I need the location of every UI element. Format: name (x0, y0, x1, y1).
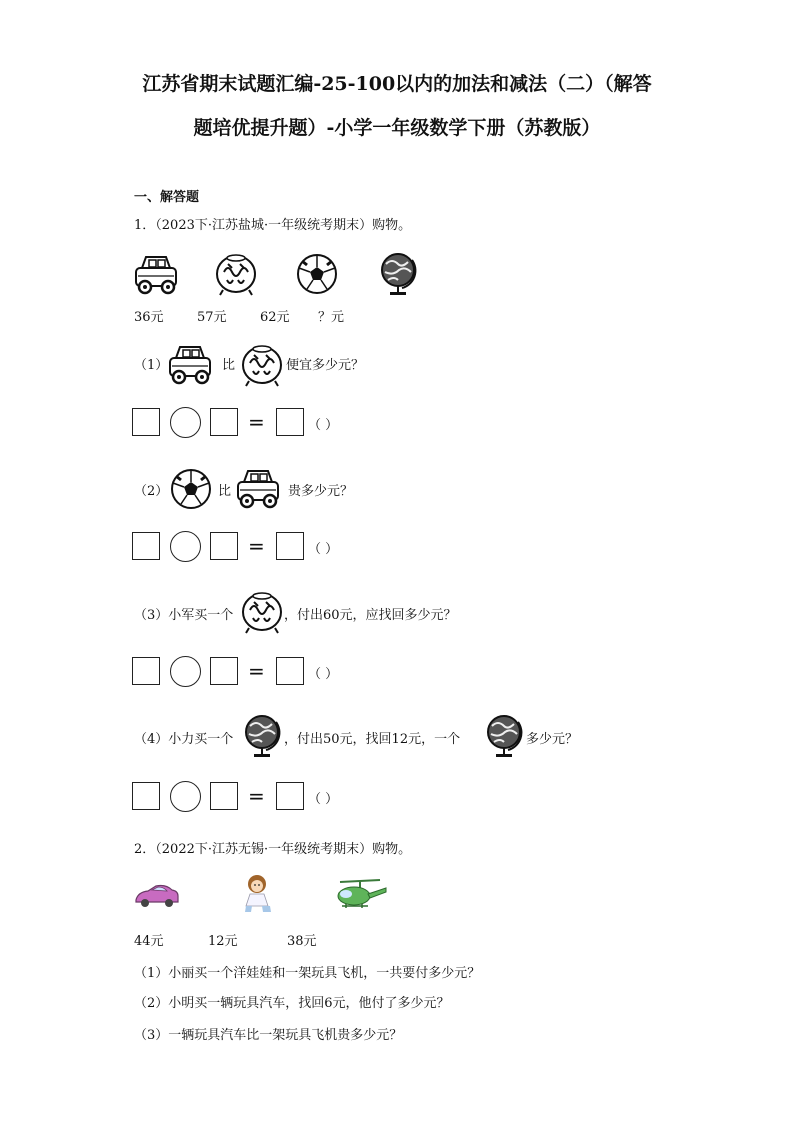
equation-row-3 (132, 657, 372, 687)
result-box[interactable] (276, 532, 304, 560)
answer-box[interactable] (210, 782, 238, 810)
operator-circle[interactable] (170, 531, 201, 562)
unit-blank[interactable]: （ ） (308, 418, 339, 433)
price-fishbowl: 57元 (197, 310, 227, 325)
q1-part-1 (134, 354, 168, 373)
equation-row-2 (132, 532, 372, 562)
q1-part-1-bi: 比 (222, 358, 236, 373)
result-box[interactable] (276, 782, 304, 810)
q1-part-1-tail: 便宜多少元？ (286, 358, 365, 373)
result-box[interactable] (276, 408, 304, 436)
title-line-2: 题培优提升题）-小学一年级数学下册（苏教版） (193, 117, 601, 139)
price-soccer-ball: 62元 (260, 310, 290, 325)
doll-icon (240, 872, 276, 916)
q1-part-2-num: （2） (134, 484, 169, 499)
q1-part-3-tail: ，付出60元，应找回多少元？ (284, 608, 457, 623)
answer-box[interactable] (132, 782, 160, 810)
q2-sub-2: （2）小明买一辆玩具汽车，找回6元，他付了多少元？ (134, 996, 450, 1011)
operator-circle[interactable] (170, 407, 201, 438)
fishbowl-icon (240, 588, 284, 636)
section-title: 一、解答题 (134, 190, 200, 205)
q1-part-2-bi: 比 (218, 484, 232, 499)
q1-part-3-pre: （3）小军买一个 (134, 608, 234, 623)
unit-blank[interactable]: （ ） (308, 667, 339, 682)
q1-part-1-num: （1） (134, 358, 169, 373)
fishbowl-icon (240, 341, 284, 389)
answer-box[interactable] (210, 657, 238, 685)
equals-sign: = (248, 534, 265, 558)
equals-sign: = (248, 784, 265, 808)
price-pink-toy-car: 44元 (134, 934, 164, 949)
unit-blank[interactable]: （ ） (308, 542, 339, 557)
q1-part-2 (134, 480, 168, 499)
pink-toy-car-icon (132, 882, 180, 910)
q1-part-2-tail: 贵多少元？ (288, 484, 354, 499)
soccer-ball-icon (170, 468, 212, 510)
answer-box[interactable] (132, 532, 160, 560)
price-doll: 12元 (208, 934, 238, 949)
globe-icon (242, 714, 282, 758)
globe-icon (484, 714, 524, 758)
q2-sub-3: （3）一辆玩具汽车比一架玩具飞机贵多少元？ (134, 1028, 403, 1043)
globe-icon (378, 252, 418, 296)
unit-blank[interactable]: （ ） (308, 792, 339, 807)
answer-box[interactable] (132, 657, 160, 685)
result-box[interactable] (276, 657, 304, 685)
price-globe: ？元 (318, 310, 345, 325)
q1-part-4-pre: （4）小力买一个 (134, 732, 234, 747)
operator-circle[interactable] (170, 781, 201, 812)
question-1-header: 1．（2023下·江苏盐城·一年级统考期末）购物。 (134, 218, 412, 233)
toy-car-icon (234, 466, 282, 510)
q1-part-4-mid: ，付出50元，找回12元，一个 (284, 732, 461, 747)
equation-row-1 (132, 408, 372, 438)
q2-sub-1: （1）小丽买一个洋娃娃和一架玩具飞机，一共要付多少元？ (134, 966, 481, 981)
title-line-1: 江苏省期末试题汇编-25-100以内的加法和减法（二）（解答 (142, 73, 652, 95)
answer-box[interactable] (210, 408, 238, 436)
page-title (100, 62, 694, 150)
soccer-ball-icon (296, 253, 338, 295)
toy-helicopter-icon (330, 876, 390, 914)
price-toy-car: 36元 (134, 310, 164, 325)
answer-box[interactable] (132, 408, 160, 436)
price-toy-helicopter: 38元 (287, 934, 317, 949)
operator-circle[interactable] (170, 656, 201, 687)
answer-box[interactable] (210, 532, 238, 560)
fishbowl-icon (214, 250, 258, 298)
question-2-header: 2．（2022下·江苏无锡·一年级统考期末）购物。 (134, 842, 412, 857)
equals-sign: = (248, 659, 265, 683)
equals-sign: = (248, 410, 265, 434)
q1-part-4-tail: 多少元？ (526, 732, 579, 747)
toy-car-icon (132, 252, 180, 296)
toy-car-icon (166, 342, 214, 386)
equation-row-4 (132, 782, 372, 812)
